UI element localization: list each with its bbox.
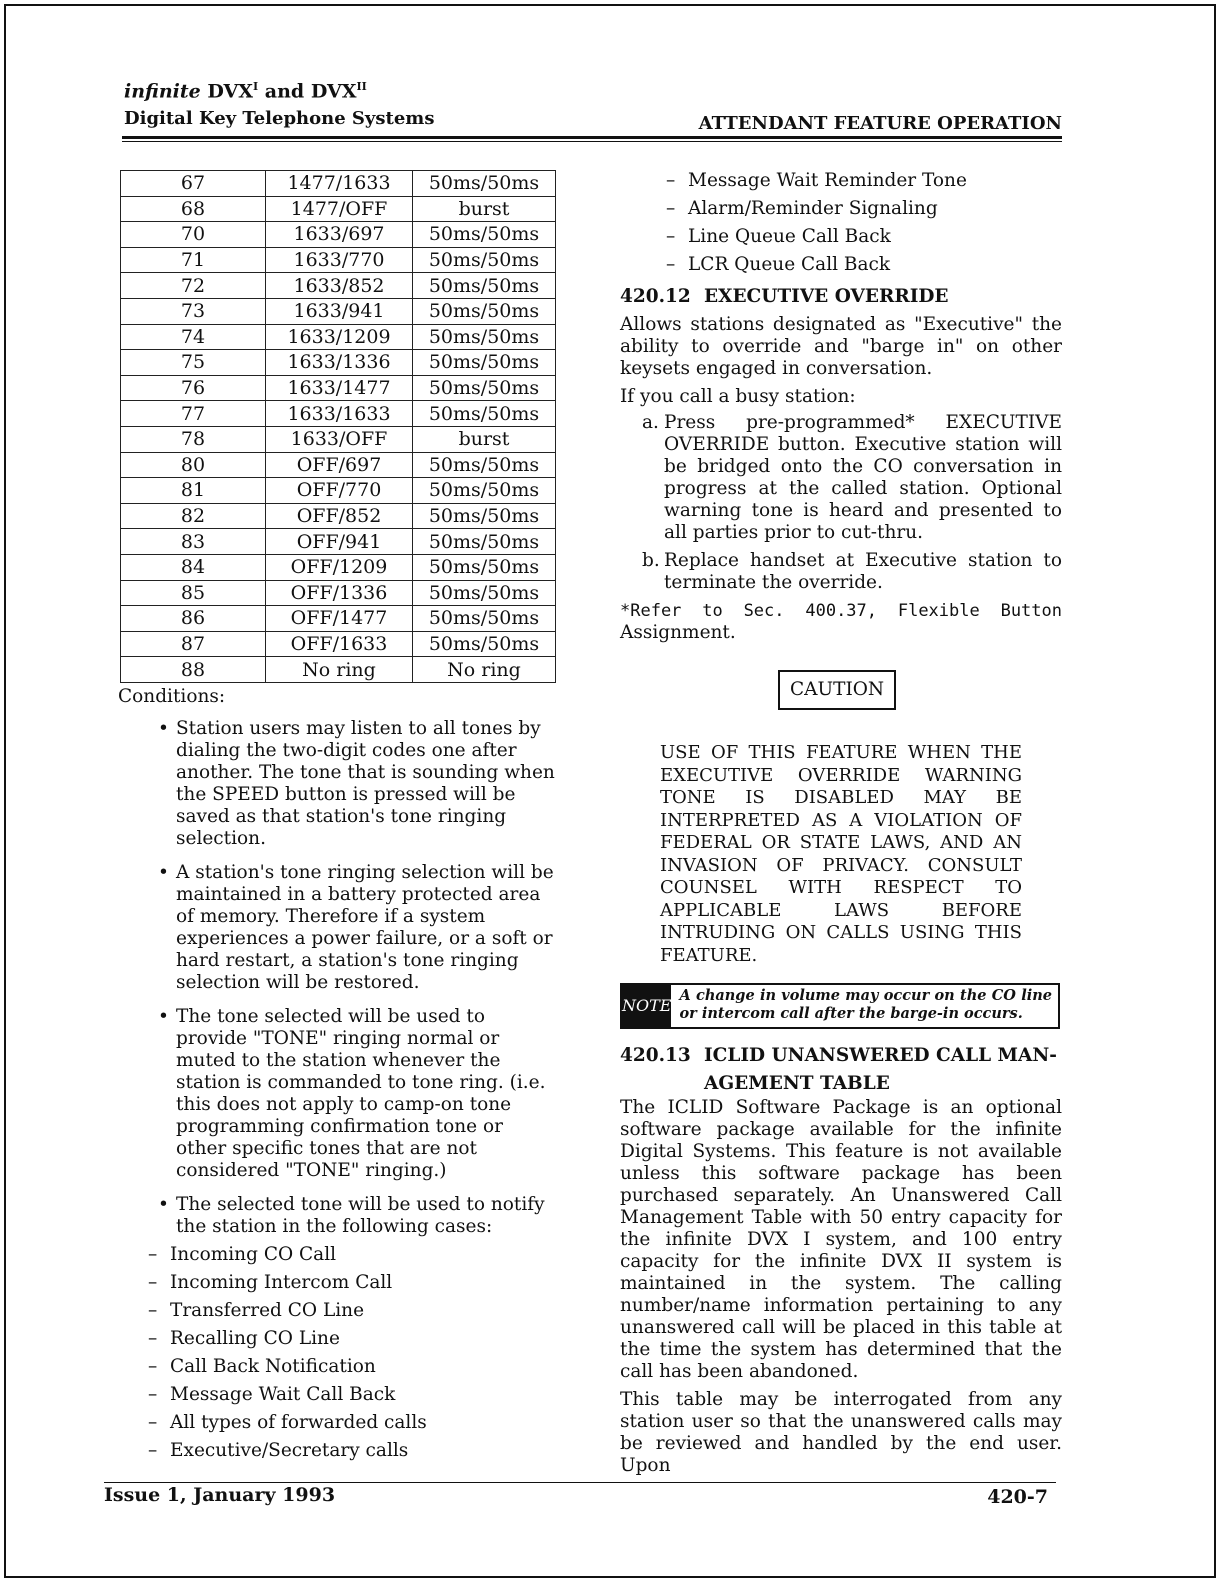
case-item: – Incoming CO Call <box>118 1244 558 1266</box>
tone-frequency: OFF/770 <box>266 478 413 504</box>
tone-code: 77 <box>121 401 266 427</box>
tone-row <box>121 324 556 350</box>
tone-code: 86 <box>121 606 266 632</box>
tone-frequency: 1633/941 <box>266 298 413 324</box>
tone-frequency: 1633/1633 <box>266 401 413 427</box>
tone-code: 74 <box>121 324 266 350</box>
cases-list <box>118 1244 558 1462</box>
tone-frequency: 1633/1336 <box>266 350 413 376</box>
tone-row <box>121 554 556 580</box>
tone-cadence: 50ms/50ms <box>413 324 556 350</box>
tone-frequency: 1633/770 <box>266 247 413 273</box>
tone-code: 67 <box>121 171 266 197</box>
tone-cadence: 50ms/50ms <box>413 247 556 273</box>
tone-row <box>121 426 556 452</box>
tone-frequency: OFF/1336 <box>266 580 413 606</box>
step-label: a. <box>642 412 659 433</box>
case-item: – Incoming Intercom Call <box>118 1272 558 1294</box>
tone-cadence: 50ms/50ms <box>413 350 556 376</box>
condition-item: • The selected tone will be used to notify the station in the following cases: <box>118 1194 558 1238</box>
tone-cadence: 50ms/50ms <box>413 273 556 299</box>
caution-label: CAUTION <box>778 670 896 710</box>
tone-code: 80 <box>121 452 266 478</box>
tone-frequency: OFF/1477 <box>266 606 413 632</box>
left-column <box>118 686 558 1468</box>
tone-row <box>121 247 556 273</box>
footer-rule <box>104 1482 1056 1483</box>
iclid-heading <box>620 1045 1062 1067</box>
tone-cadence: 50ms/50ms <box>413 171 556 197</box>
header-rule <box>122 136 1062 139</box>
tone-cadence: burst <box>413 196 556 222</box>
tone-code: 78 <box>121 426 266 452</box>
product-sup1: I <box>253 80 259 93</box>
tone-frequency: 1633/697 <box>266 222 413 248</box>
iclid-para-2: This table may be interrogated from any station user so that the unanswered calls may be reviewed and handled by the end user. Upon <box>620 1389 1062 1476</box>
condition-item: • Station users may listen to all tones by dialing the two-digit codes one after another. The tone that is sounding when the SPEED button is pressed will be saved as that station's tone ringing selection. <box>118 718 558 850</box>
tone-cadence: 50ms/50ms <box>413 375 556 401</box>
tone-frequency: 1633/OFF <box>266 426 413 452</box>
condition-item: • The tone selected will be used to provide "TONE" ringing normal or muted to the station whenever the station is commanded to tone ring. (i.e. this does not apply to camp-on tone programming confirmation tone or other specific tones that are not considered "TONE" ringing.) <box>118 1006 558 1182</box>
note-label: NOTE <box>622 985 671 1027</box>
tone-row <box>121 606 556 632</box>
tone-frequency: OFF/1633 <box>266 631 413 657</box>
case-item: – Recalling CO Line <box>118 1328 558 1350</box>
case-item: – LCR Queue Call Back <box>620 254 1062 276</box>
exec-override-heading <box>620 286 1062 308</box>
tone-cadence: 50ms/50ms <box>413 580 556 606</box>
tone-code: 82 <box>121 503 266 529</box>
tone-code: 87 <box>121 631 266 657</box>
tone-cadence: 50ms/50ms <box>413 631 556 657</box>
tone-row <box>121 503 556 529</box>
case-item: – Message Wait Reminder Tone <box>620 170 1062 192</box>
tone-code: 81 <box>121 478 266 504</box>
tone-frequency: 1477/1633 <box>266 171 413 197</box>
case-item: – All types of forwarded calls <box>118 1412 558 1434</box>
caution-text: USE OF THIS FEATURE WHEN THE EXECUTIVE OVERRIDE WARNING TONE IS DISABLED MAY BE INTERPRETED AS A VIOLATION OF FEDERAL OR STATE LAWS, AND AN INVASION OF PRIVACY. CONSULT COUNSEL WITH RESPECT TO APPLICABLE LAWS BEFORE INTRUDING ON CALLS USING THIS FEATURE. <box>660 742 1022 966</box>
tone-frequency: 1477/OFF <box>266 196 413 222</box>
condition-item: • A station's tone ringing selection will be maintained in a battery protected area of memory. Therefore if a system experiences a power failure, or a soft or hard restart, a station's tone ringing selection will be restored. <box>118 862 558 994</box>
step-text: Press pre-programmed* EXECUTIVE OVERRIDE button. Executive station will be bridged onto the CO conversation in progress at the called station. Optional warning tone is heard and presented to all parties prior to cut-thru. <box>664 412 1062 543</box>
exec-ref <box>620 600 1062 644</box>
tone-frequency: OFF/1209 <box>266 554 413 580</box>
product-dvx: DVX <box>207 80 254 103</box>
section-number: 420.12 <box>620 286 691 307</box>
tone-row <box>121 298 556 324</box>
note-box <box>620 983 1060 1029</box>
case-item: – Executive/Secretary calls <box>118 1440 558 1462</box>
tone-row <box>121 657 556 683</box>
exec-if-busy: If you call a busy station: <box>620 386 856 407</box>
product-prefix: infinite <box>124 80 201 103</box>
exec-step <box>620 412 1062 544</box>
conditions-heading: Conditions: <box>118 686 226 707</box>
ref-tail: Assignment. <box>620 622 736 643</box>
case-item: – Line Queue Call Back <box>620 226 1062 248</box>
tone-code: 68 <box>121 196 266 222</box>
tone-code: 73 <box>121 298 266 324</box>
product-sup2: II <box>356 80 367 93</box>
tone-frequency: OFF/852 <box>266 503 413 529</box>
cases-list-cont <box>620 170 1062 276</box>
tone-frequency: OFF/941 <box>266 529 413 555</box>
footer-issue: Issue 1, January 1993 <box>104 1484 336 1506</box>
exec-intro: Allows stations designated as "Executive" the ability to override and "barge in" on other keysets engaged in conversation. <box>620 314 1062 379</box>
header-product <box>124 80 434 129</box>
ref-mono: *Refer to Sec. 400.37, Flexible Button <box>620 601 1062 621</box>
case-item: – Alarm/Reminder Signaling <box>620 198 1062 220</box>
iclid-para: The ICLID Software Package is an optional software package available for the infinite Digital Systems. This feature is not available unless this software package has been purchased separately. An Unanswered Call Management Table with 50 entry capacity for the infinite DVX I system, and 100 entry capacity for the infinite DVX II system is maintained in the system. The calling number/name information pertaining to any unanswered call will be placed in this table at the time the system has determined that the call has been abandoned. <box>620 1097 1062 1382</box>
tone-row <box>121 529 556 555</box>
conditions-list <box>118 718 558 1238</box>
product-and: and DVX <box>264 80 357 103</box>
exec-steps <box>620 412 1062 594</box>
tone-code: 85 <box>121 580 266 606</box>
tone-frequency: No ring <box>266 657 413 683</box>
section-title: ATTENDANT FEATURE OPERATION <box>698 113 1062 134</box>
tone-code: 88 <box>121 657 266 683</box>
tone-cadence: burst <box>413 426 556 452</box>
tone-cadence: 50ms/50ms <box>413 503 556 529</box>
tone-code: 75 <box>121 350 266 376</box>
tone-row <box>121 222 556 248</box>
tone-cadence: 50ms/50ms <box>413 452 556 478</box>
header-rule-thin <box>122 141 1062 142</box>
tone-row <box>121 580 556 606</box>
tone-row <box>121 452 556 478</box>
tone-code: 84 <box>121 554 266 580</box>
right-column <box>620 170 1062 1483</box>
tone-cadence: 50ms/50ms <box>413 401 556 427</box>
tone-code: 76 <box>121 375 266 401</box>
tone-cadence: 50ms/50ms <box>413 606 556 632</box>
tone-row <box>121 171 556 197</box>
note-text: A change in volume may occur on the CO line or intercom call after the barge-in occurs. <box>679 987 1052 1022</box>
tone-frequency: 1633/852 <box>266 273 413 299</box>
tone-row <box>121 478 556 504</box>
tone-cadence: 50ms/50ms <box>413 298 556 324</box>
tone-row <box>121 401 556 427</box>
tone-cadence: 50ms/50ms <box>413 554 556 580</box>
tone-code: 70 <box>121 222 266 248</box>
tone-row <box>121 350 556 376</box>
tone-table <box>120 170 556 683</box>
section-heading: ICLID UNANSWERED CALL MAN- <box>704 1045 1057 1066</box>
tone-frequency: 1633/1477 <box>266 375 413 401</box>
tone-code: 71 <box>121 247 266 273</box>
section-number: 420.13 <box>620 1045 691 1066</box>
tone-row <box>121 375 556 401</box>
tone-cadence: 50ms/50ms <box>413 222 556 248</box>
tone-code: 72 <box>121 273 266 299</box>
tone-row <box>121 196 556 222</box>
header-subtitle: Digital Key Telephone Systems <box>124 108 435 130</box>
case-item: – Message Wait Call Back <box>118 1384 558 1406</box>
tone-cadence: 50ms/50ms <box>413 478 556 504</box>
tone-cadence: 50ms/50ms <box>413 529 556 555</box>
iclid-heading-cont: AGEMENT TABLE <box>704 1073 890 1094</box>
tone-code: 83 <box>121 529 266 555</box>
step-text: Replace handset at Executive station to terminate the override. <box>664 550 1062 593</box>
section-heading: EXECUTIVE OVERRIDE <box>704 286 949 307</box>
step-label: b. <box>642 550 660 571</box>
exec-step <box>620 550 1062 594</box>
tone-frequency: OFF/697 <box>266 452 413 478</box>
case-item: – Call Back Notification <box>118 1356 558 1378</box>
tone-frequency: 1633/1209 <box>266 324 413 350</box>
case-item: – Transferred CO Line <box>118 1300 558 1322</box>
tone-cadence: No ring <box>413 657 556 683</box>
page-number: 420-7 <box>987 1486 1048 1508</box>
tone-row <box>121 631 556 657</box>
tone-row <box>121 273 556 299</box>
